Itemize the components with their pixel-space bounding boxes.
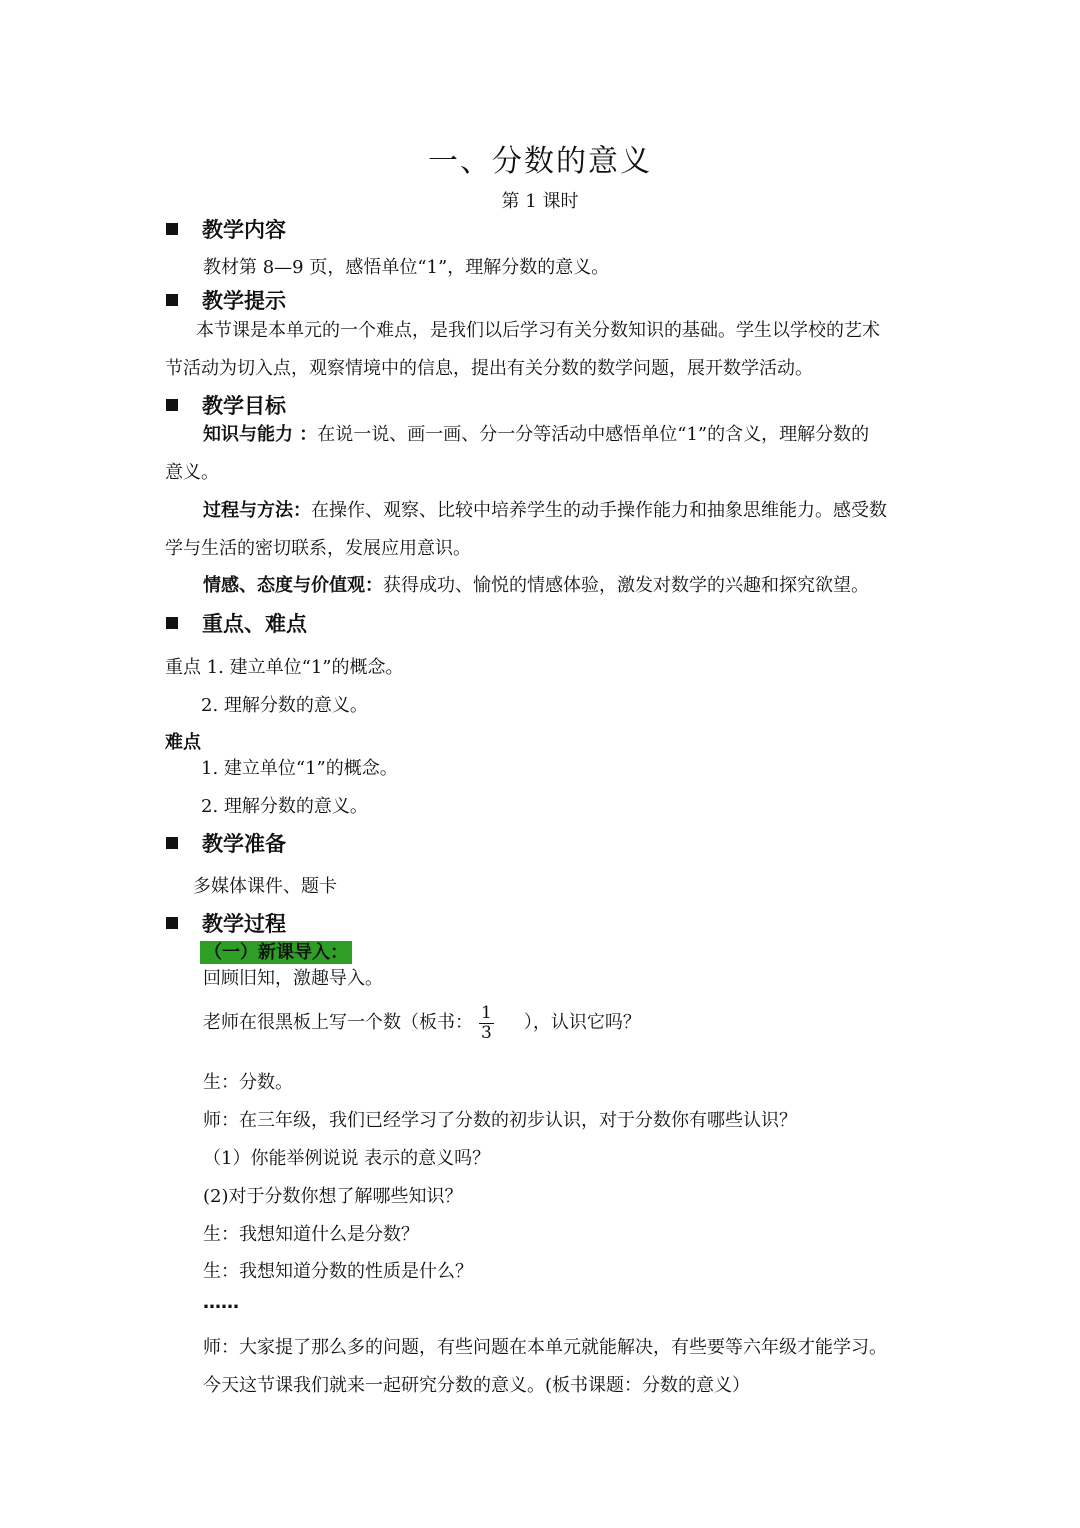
square-bullet-icon bbox=[166, 223, 178, 235]
process-line-2 bbox=[203, 1004, 641, 1042]
page-title: 一、分数的意义 bbox=[428, 144, 652, 179]
content-text: 教材第 8—9 页，感悟单位“1”，理解分数的意义。 bbox=[203, 257, 610, 278]
key-line-2: 2. 理解分数的意义。 bbox=[201, 695, 368, 716]
goal-label: 知识与能力 ： bbox=[203, 424, 318, 445]
hint-line-2: 节活动为切入点，观察情境中的信息，提出有关分数的数学问题，展开数学活动。 bbox=[165, 358, 813, 379]
heading-text: 重点、难点 bbox=[202, 612, 307, 636]
prep-text: 多媒体课件、题卡 bbox=[193, 876, 337, 897]
process-line-3: 生：分数。 bbox=[203, 1072, 293, 1093]
square-bullet-icon bbox=[166, 294, 178, 306]
process-line-5: （1）你能举例说说 表示的意义吗？ bbox=[203, 1148, 491, 1169]
goal-label: 过程与方法： bbox=[203, 500, 311, 521]
heading-text: 教学提示 bbox=[202, 289, 286, 313]
section-heading-key bbox=[166, 608, 307, 638]
square-bullet-icon bbox=[166, 399, 178, 411]
square-bullet-icon bbox=[166, 917, 178, 929]
goal-text: 在说一说、画一画、分一分等活动中感悟单位“1”的含义，理解分数的 bbox=[317, 424, 870, 445]
fraction-denominator: 3 bbox=[481, 1022, 492, 1043]
heading-text: 教学目标 bbox=[202, 394, 286, 418]
square-bullet-icon bbox=[166, 837, 178, 849]
line-text-before: 老师在很黑板上写一个数（板书： bbox=[203, 1012, 473, 1034]
square-bullet-icon bbox=[166, 617, 178, 629]
subsection-intro bbox=[200, 938, 352, 964]
process-line-7: 生：我想知道什么是分数？ bbox=[203, 1224, 419, 1245]
process-line-1: 回顾旧知，激趣导入。 bbox=[203, 968, 383, 989]
goal-knowledge-cont: 意义。 bbox=[165, 462, 219, 483]
heading-text: 教学准备 bbox=[202, 832, 286, 856]
line-text-after: ），认识它吗？ bbox=[523, 1012, 641, 1034]
hint-line-1: 本节课是本单元的一个难点，是我们以后学习有关分数知识的基础。学生以学校的艺术 bbox=[196, 320, 880, 341]
heading-text: 教学过程 bbox=[202, 912, 286, 936]
section-heading-prep bbox=[166, 828, 286, 858]
heading-text: 教学内容 bbox=[202, 218, 286, 242]
difficulty-line-2: 2. 理解分数的意义。 bbox=[201, 796, 368, 817]
section-heading-process bbox=[166, 908, 286, 938]
key-line-1: 重点 1. 建立单位“1”的概念。 bbox=[165, 657, 404, 678]
goal-text: 在操作、观察、比较中培养学生的动手操作能力和抽象思维能力。感受数 bbox=[311, 500, 887, 521]
highlighted-subheading: （一）新课导入： bbox=[200, 941, 352, 964]
goal-text: 获得成功、愉悦的情感体验，激发对数学的兴趣和探究欲望。 bbox=[383, 575, 869, 596]
process-line-11: 今天这节课我们就来一起研究分数的意义。(板书课题：分数的意义） bbox=[203, 1375, 751, 1396]
goal-knowledge bbox=[203, 420, 869, 446]
process-ellipsis: …… bbox=[203, 1292, 239, 1313]
process-line-4: 师：在三年级，我们已经学习了分数的初步认识，对于分数你有哪些认识？ bbox=[203, 1110, 797, 1131]
process-line-8: 生：我想知道分数的性质是什么？ bbox=[203, 1261, 473, 1282]
difficulty-line-1: 1. 建立单位“1”的概念。 bbox=[201, 758, 398, 779]
process-line-6: (2)对于分数你想了解哪些知识？ bbox=[203, 1186, 463, 1207]
goal-process-cont: 学与生活的密切联系，发展应用意识。 bbox=[165, 538, 471, 559]
goal-process bbox=[203, 496, 887, 522]
lesson-subtitle: 第 1 课时 bbox=[501, 191, 579, 212]
fraction-numerator: 1 bbox=[481, 1003, 492, 1023]
difficulty-label: 难点 bbox=[165, 732, 201, 753]
section-heading-goals bbox=[166, 390, 286, 420]
goal-emotion bbox=[203, 571, 869, 597]
section-heading-content bbox=[166, 214, 286, 244]
process-line-10: 师：大家提了那么多的问题，有些问题在本单元就能解决，有些要等六年级才能学习。 bbox=[203, 1337, 887, 1358]
fraction bbox=[479, 1004, 494, 1042]
goal-label: 情感、态度与价值观： bbox=[203, 575, 383, 596]
section-heading-hint bbox=[166, 285, 286, 315]
